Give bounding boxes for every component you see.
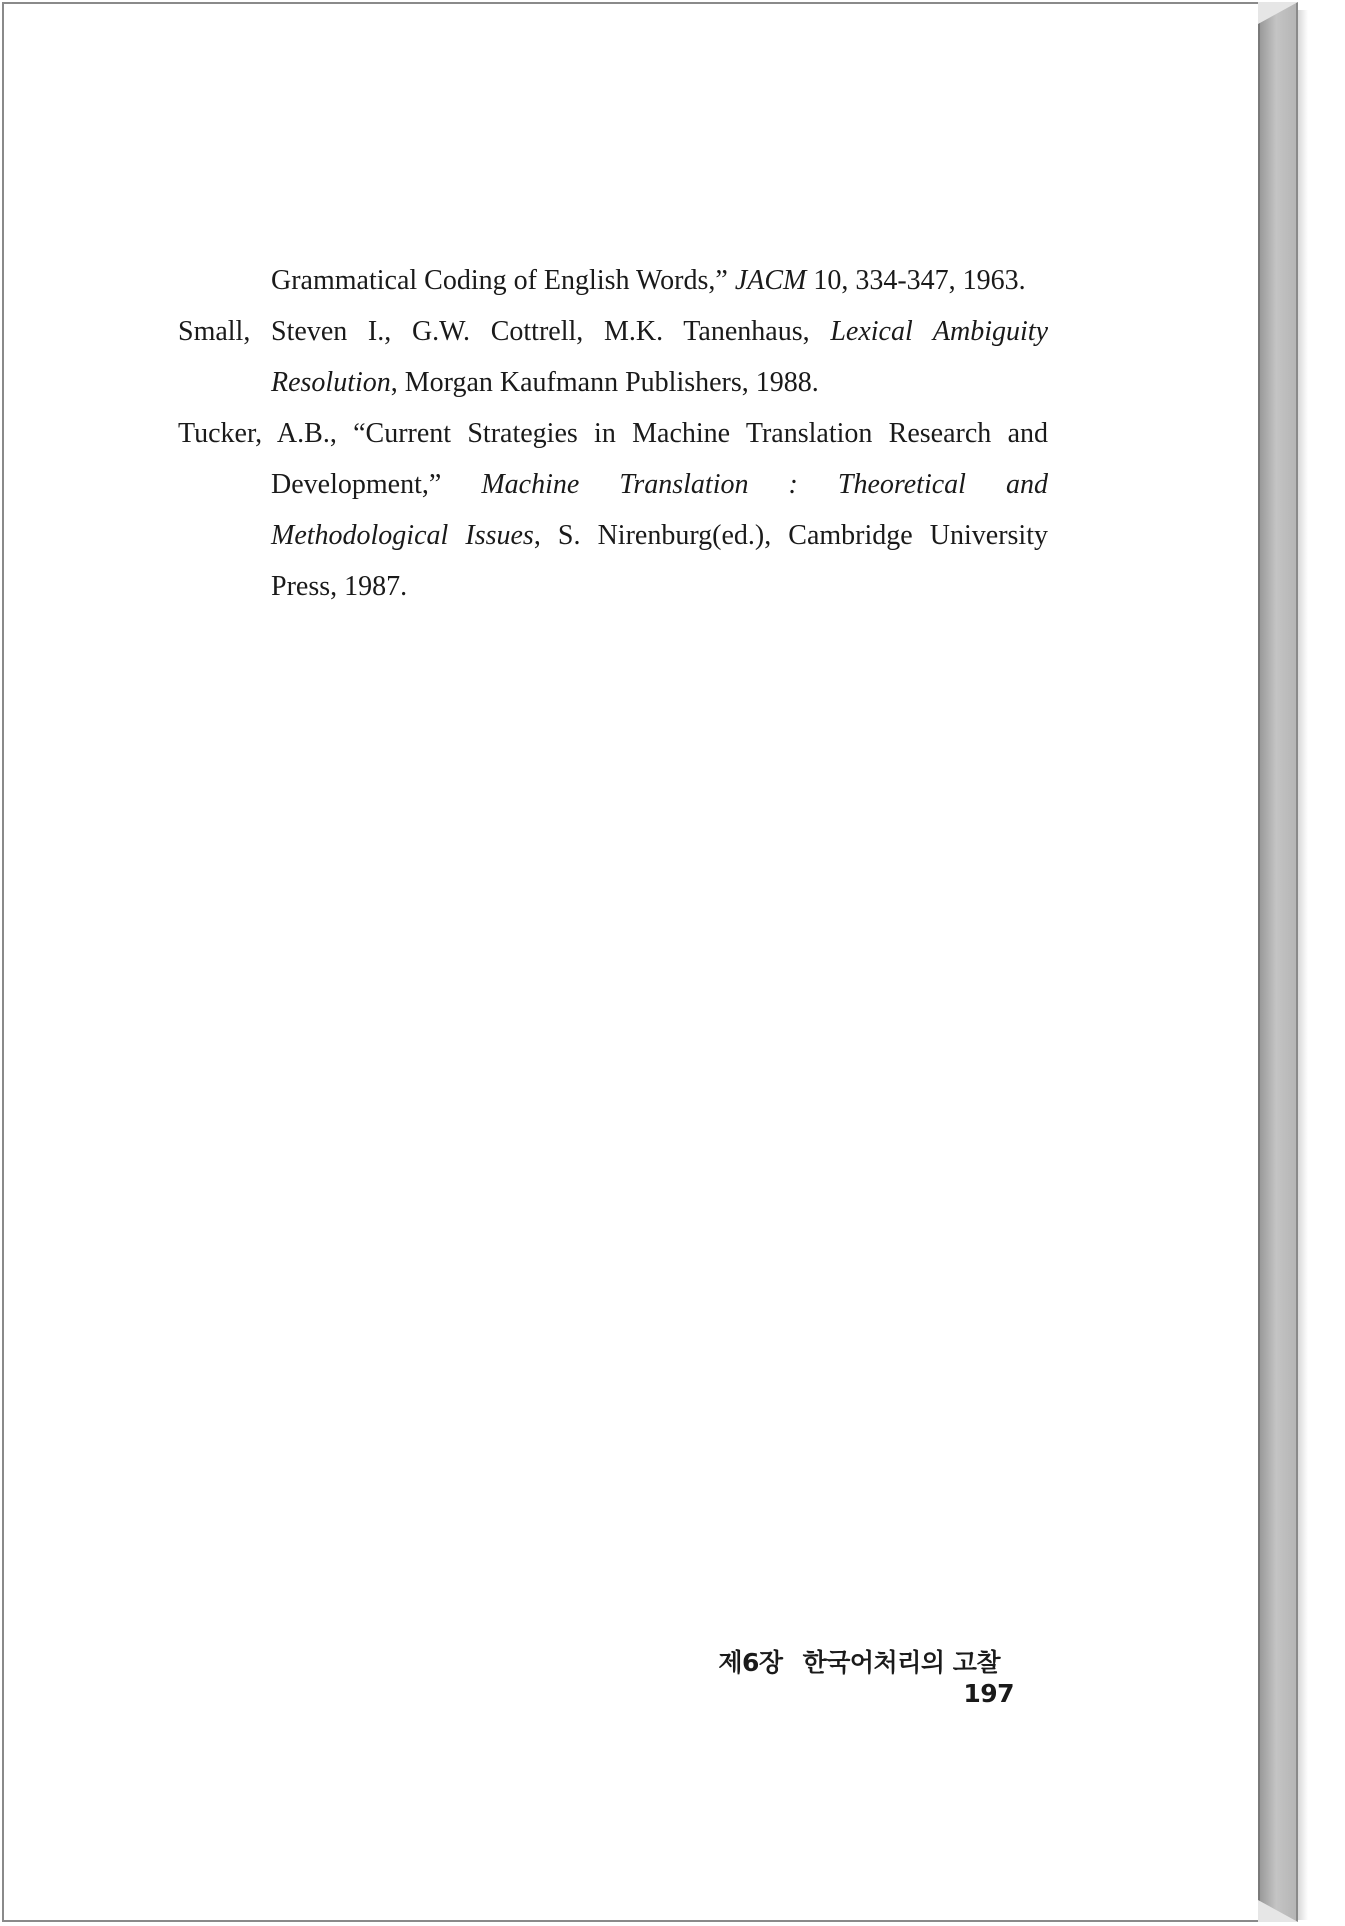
reference-text: Grammatical Coding of English Words,” [271, 265, 735, 296]
reference-list [178, 255, 1048, 612]
reference-entry [178, 306, 1048, 408]
reference-text: Tucker, A.B., “Current Strategies in Machine Translation Research and Development,” [178, 418, 1048, 500]
reference-entry [178, 255, 1048, 306]
page-edge-spine [1258, 2, 1298, 1922]
page-edge-bottom-corner [1258, 1900, 1298, 1922]
page-number: 197 [963, 1679, 1014, 1708]
page-shadow [1298, 10, 1308, 1920]
chapter-label: 제6장 [718, 1648, 783, 1677]
reference-text: , Morgan Kaufmann Publishers, 1988. [390, 367, 819, 398]
page-footer [674, 1643, 1014, 1708]
page-edge-top-corner [1258, 2, 1298, 24]
reference-entry [178, 408, 1048, 612]
reference-title: Machine Translation : Theoretical and Methodological Issues [271, 469, 1048, 551]
reference-title: Lexical Ambiguity Resolution [271, 316, 1049, 398]
reference-text: 10, 334-347, 1963. [806, 265, 1026, 296]
chapter-title: 한국어처리의 고찰 [802, 1648, 1000, 1677]
reference-text: Small, Steven I., G.W. Cottrell, M.K. Tanenhaus, [178, 316, 831, 347]
reference-title: JACM [734, 265, 807, 296]
reference-text: , S. Nirenburg(ed.), Cambridge University Press, 1987. [271, 520, 1048, 602]
